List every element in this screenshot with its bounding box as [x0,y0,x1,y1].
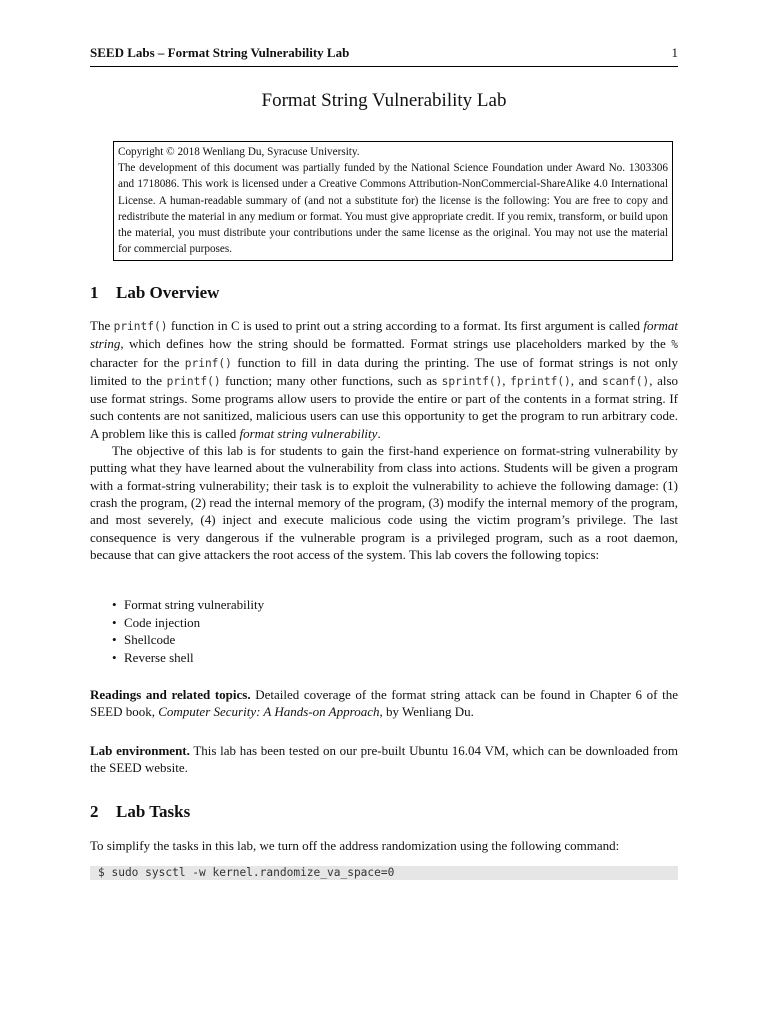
tasks-intro: To simplify the tasks in this lab, we turn off the address randomization using the following command: [90,838,620,853]
code-fprintf: fprintf() [510,374,571,388]
page-number: 1 [671,45,678,60]
running-header [90,44,678,67]
book-title: Computer Security: A Hands-on Approach [158,704,380,720]
code-scanf: scanf() [602,374,650,388]
section-title: Lab Tasks [116,802,191,821]
code-percent: % [671,338,678,352]
command-block: $ sudo sysctl -w kernel.randomize_va_space=0 [90,866,678,880]
term-format-string-vulnerability: format string vulnerability [239,425,378,441]
copyright-box [113,141,673,261]
section-heading-lab-overview [90,283,219,303]
section-title: Lab Overview [116,283,220,302]
overview-paragraph-2: The objective of this lab is for students to gain the first-hand experience on format-string vulnerability by putting what they have learned about the vulnerability from class into actions. Students will be given a program with a format-string vulnerability; their task is to exploit the vulnerability to achieve the following damage: (1) crash the program, (2) read the internal memory of the program, (3) modify the internal memory of the program, and most severely, (4) inject and execute malicious code using the victim program’s privilege. The last consequence is very dangerous if the vulnerable program is a privileged program, such as a root daemon, because that can give attackers the root access of the system. This lab covers the following topics: [90,443,678,562]
readings-label: Readings and related topics. [90,687,251,702]
topics-list [112,596,264,666]
section-number: 1 [90,283,99,302]
section-number: 2 [90,802,99,821]
list-item: • Code injection [112,614,264,632]
code-sprintf: sprintf() [441,374,503,388]
document-title: Format String Vulnerability Lab [261,90,507,111]
section-heading-lab-tasks [90,802,190,822]
header-title: SEED Labs – Format String Vulnerability Lab [90,45,350,60]
code-printf-2: printf() [166,374,221,388]
list-item: • Format string vulnerability [112,596,264,614]
code-printf: printf() [113,320,168,333]
overview-paragraphs [90,317,678,563]
readings-paragraph: Readings and related topics. Detailed coverage of the format string attack can be found in Chapter 6 of the SEED book, Computer Security: A Hands-on Approach, by Wenliang Du. [90,687,678,720]
list-item: • Reverse shell [112,649,264,667]
list-item: • Shellcode [112,631,264,649]
term-format-string: format string [90,318,678,352]
copyright-text: Copyright © 2018 Wenliang Du, Syracuse University. The development of this document was partially funded by the National Science Foundation under Award No. 1303306 and 1718086. This work is licensed under a Creative Commons Attribution-NonCommercial-ShareAlike 4.0 International License. A human-readable summary of (and not a substitute for) the license is the following: You are free to copy and redistribute the material in any medium or format. You must give appropriate credit. If you remix, transform, or build upon the material, you must distribute your contributions under the same license as the original. You may not use the material for commercial purposes. [118,146,668,256]
environment-paragraph: Lab environment. This lab has been tested on our pre-built Ubuntu 16.04 VM, which can be downloaded from the SEED website. [90,743,678,776]
code-prinf: prinf() [184,356,232,370]
environment-label: Lab environment. [90,743,190,758]
overview-paragraph-1: The printf() function in C is used to print out a string according to a format. Its first argument is called format string, which defines how the string should be formatted. Format strings use placeholders marked by the % character for the prinf() function to fill in data during the printing. The use of format strings is not only limited to the printf() function; many other functions, such as sprintf(), fprintf(), and scanf(), also use format strings. Some programs allow users to provide the entire or part of the contents in a format string. If such contents are not sanitized, malicious users can use this opportunity to get the program to run arbitrary code. A problem like this is called format string vulnerability. [90,318,679,441]
